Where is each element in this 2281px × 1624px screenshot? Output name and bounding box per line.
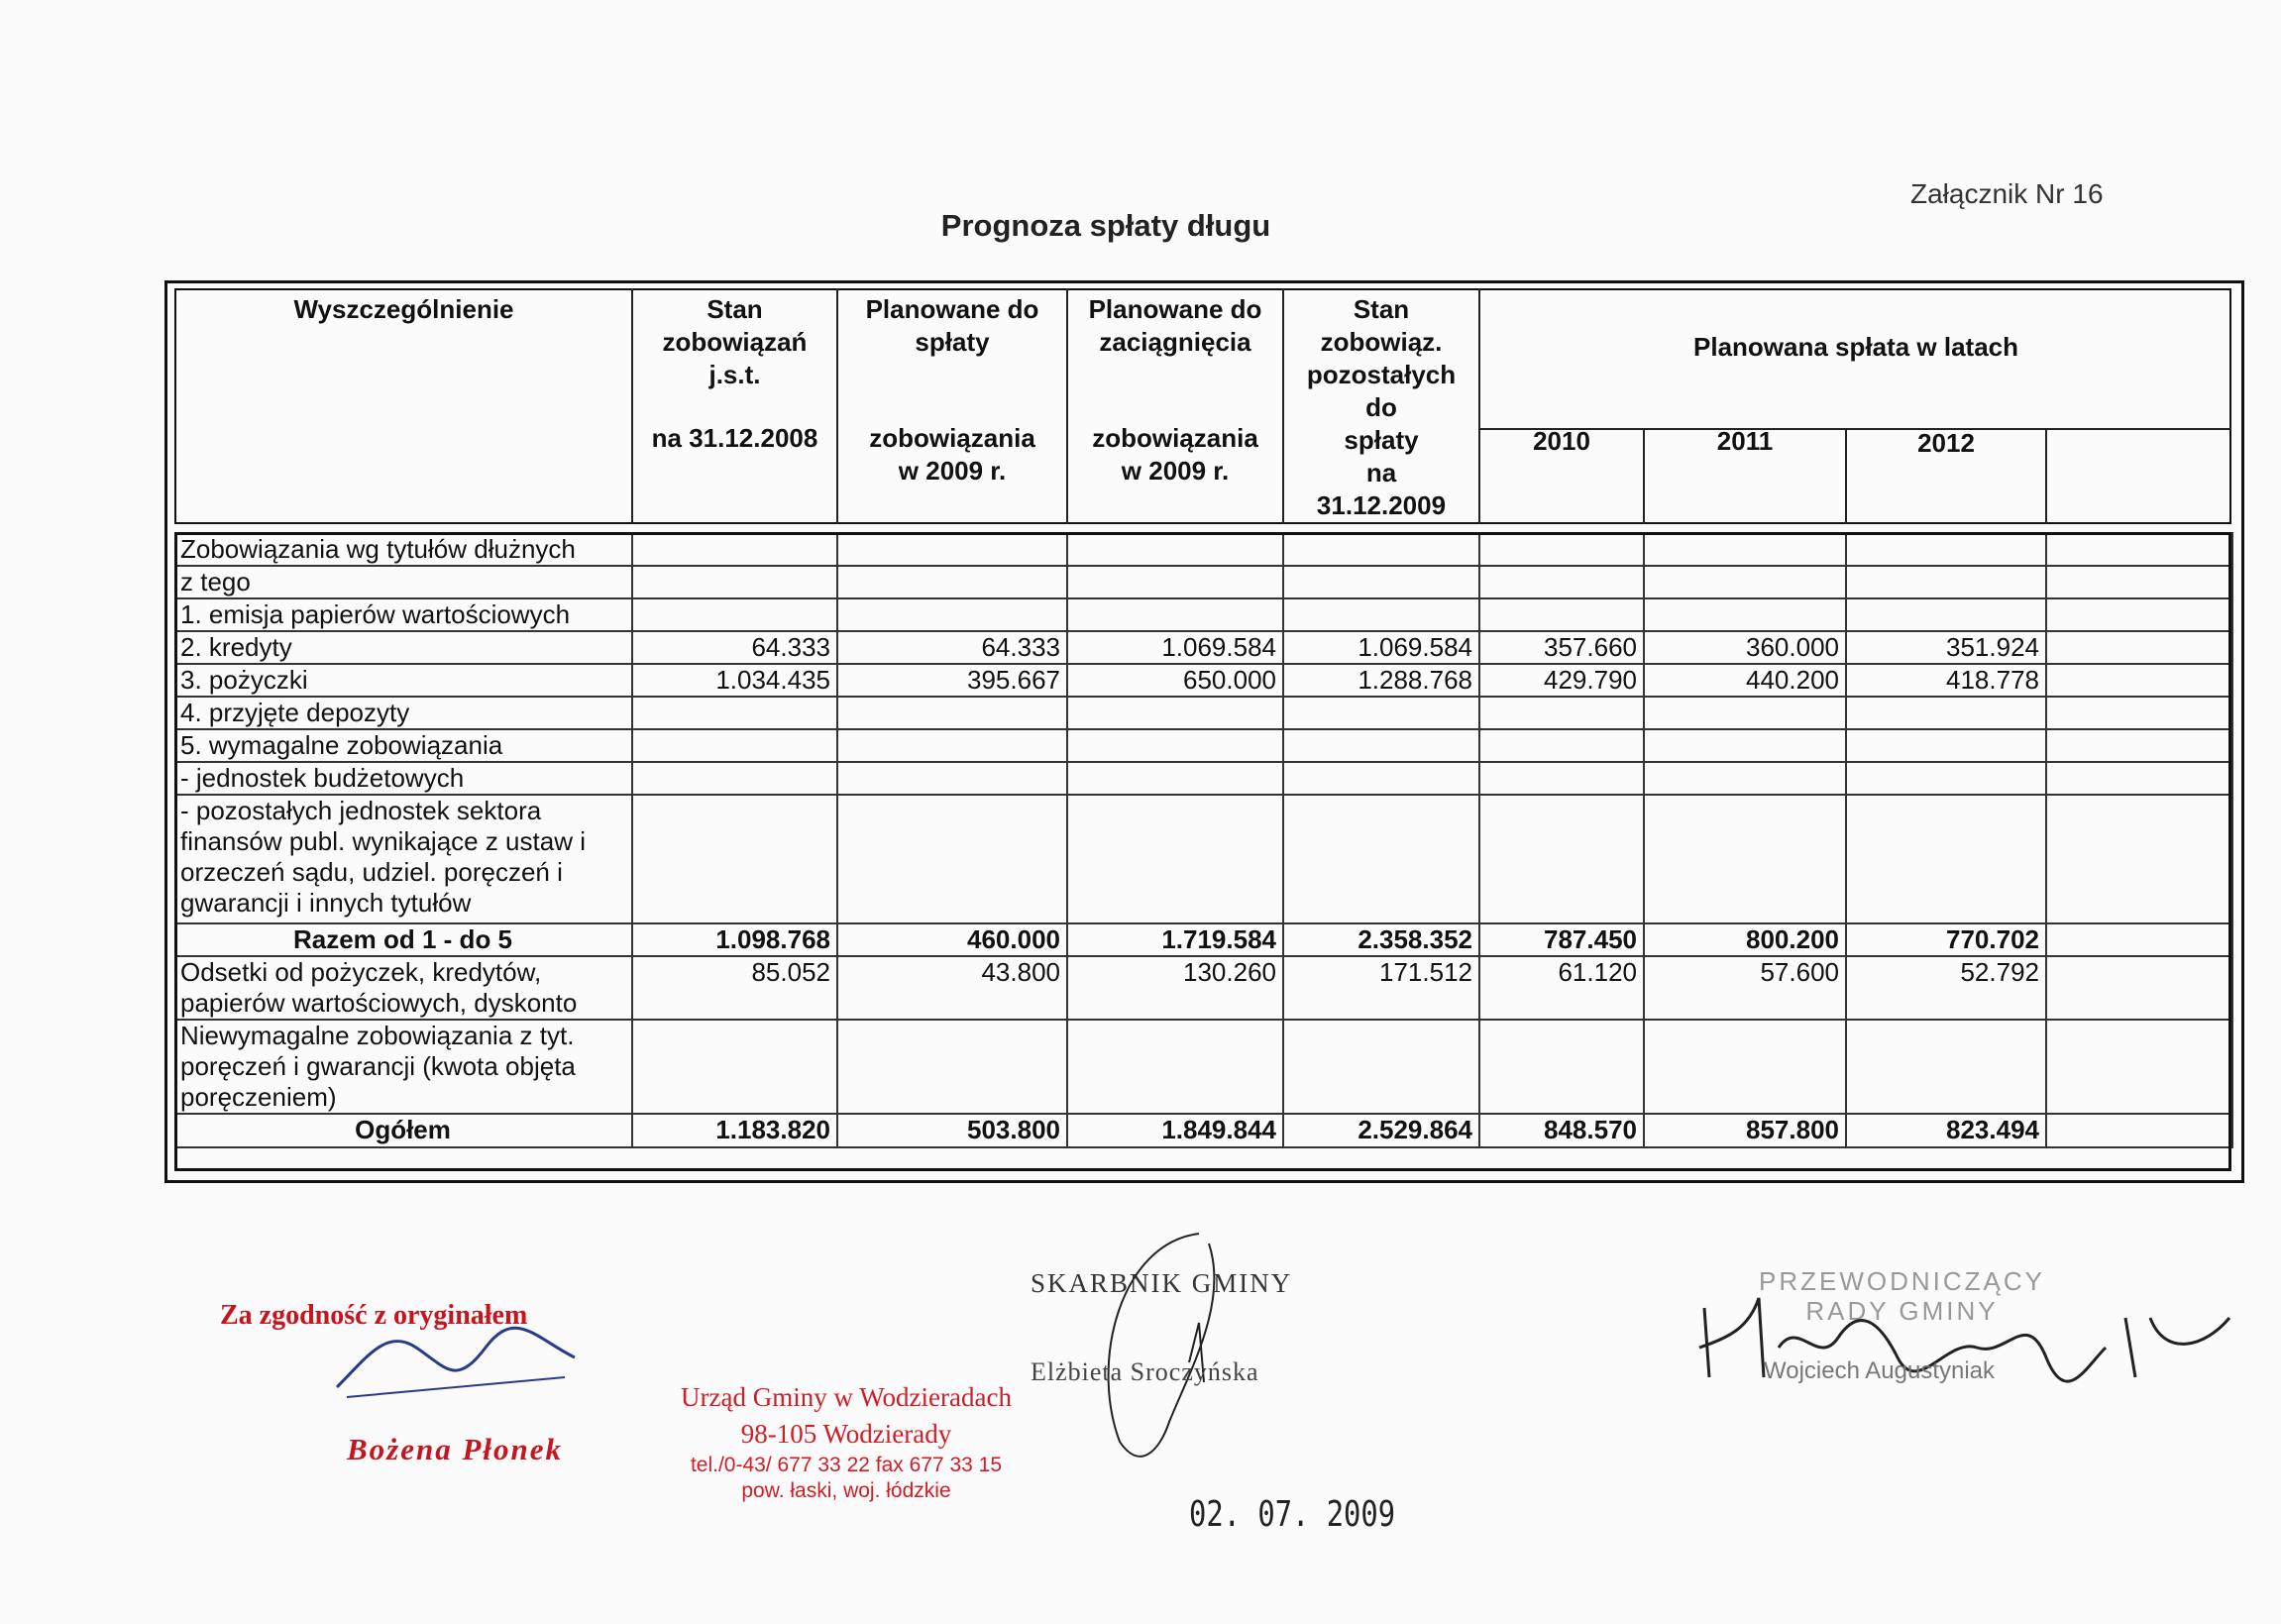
row-value: 1.069.584 xyxy=(1067,631,1283,664)
attachment-number: Załącznik Nr 16 xyxy=(1910,178,2104,209)
row-value xyxy=(837,795,1067,923)
header-plan-splaty-bottom: zobowiązania w 2009 r. xyxy=(869,423,1035,486)
row-value: 64.333 xyxy=(632,631,837,664)
header-divider xyxy=(1478,288,1480,524)
table-row xyxy=(175,956,2232,1020)
header-years-group: Planowana spłata w latach xyxy=(1693,332,2018,362)
row-value: 360.000 xyxy=(1644,631,1846,664)
row-value xyxy=(1644,729,1846,762)
row-value xyxy=(2046,762,2232,795)
row-value xyxy=(632,729,837,762)
row-label: 4. przyjęte depozyty xyxy=(175,697,632,729)
header-plan-splaty-top: Planowane do spłaty xyxy=(865,294,1039,357)
row-value xyxy=(1067,729,1283,762)
row-value xyxy=(1067,598,1283,631)
table-row xyxy=(175,697,2232,729)
row-value: 1.034.435 xyxy=(632,664,837,697)
row-value: 171.512 xyxy=(1283,956,1479,1020)
row-value xyxy=(2046,729,2232,762)
table-row xyxy=(175,631,2232,664)
row-value: 848.570 xyxy=(1479,1114,1644,1147)
row-value xyxy=(837,729,1067,762)
row-label: z tego xyxy=(175,566,632,598)
office-stamp xyxy=(658,1379,1034,1504)
header-plan-zac-bottom: zobowiązania w 2009 r. xyxy=(1092,423,1258,486)
row-value: 357.660 xyxy=(1479,631,1644,664)
row-value: 787.450 xyxy=(1479,923,1644,956)
table-row xyxy=(175,923,2232,956)
row-value xyxy=(1067,533,1283,566)
stamp-date: 02. 07. 2009 xyxy=(1189,1494,1396,1535)
chairman-name: Wojciech Augustyniak xyxy=(1764,1357,1996,1384)
row-value: 130.260 xyxy=(1067,956,1283,1020)
row-value: 1.183.820 xyxy=(632,1114,837,1147)
row-value xyxy=(837,1020,1067,1114)
row-value: 61.120 xyxy=(1479,956,1644,1020)
row-value xyxy=(632,598,837,631)
table-row xyxy=(175,795,2232,923)
row-value xyxy=(632,762,837,795)
row-value xyxy=(837,762,1067,795)
row-value xyxy=(1846,697,2046,729)
row-value: 2.529.864 xyxy=(1283,1114,1479,1147)
row-value: 460.000 xyxy=(837,923,1067,956)
office-stamp-line2: 98-105 Wodzierady xyxy=(740,1419,952,1449)
row-value xyxy=(1846,598,2046,631)
row-value: 429.790 xyxy=(1479,664,1644,697)
row-value xyxy=(1479,598,1644,631)
row-value xyxy=(2046,631,2232,664)
chairman-title-text: PRZEWODNICZĄCY RADY GMINY xyxy=(1759,1266,2045,1326)
header-stan-pozost: Stan zobowiąz. pozostałych do spłaty na 31.12.2009 xyxy=(1306,294,1457,520)
row-value xyxy=(1067,1020,1283,1114)
row-value xyxy=(1283,697,1479,729)
row-value xyxy=(1644,598,1846,631)
row-label: - jednostek budżetowych xyxy=(175,762,632,795)
row-value xyxy=(1644,795,1846,923)
row-value xyxy=(2046,598,2232,631)
document-title xyxy=(0,208,2281,244)
row-value xyxy=(1644,1020,1846,1114)
row-value: 823.494 xyxy=(1846,1114,2046,1147)
row-value: 43.800 xyxy=(837,956,1067,1020)
row-value: 1.849.844 xyxy=(1067,1114,1283,1147)
row-value xyxy=(2046,956,2232,1020)
table-row xyxy=(175,729,2232,762)
row-value xyxy=(1067,697,1283,729)
row-value xyxy=(1644,697,1846,729)
debt-table xyxy=(174,532,2233,1148)
header-stan-top: Stan zobowiązań j.s.t. xyxy=(662,294,808,389)
row-value: 857.800 xyxy=(1644,1114,1846,1147)
row-value xyxy=(632,566,837,598)
row-value: 1.719.584 xyxy=(1067,923,1283,956)
row-label: Zobowiązania wg tytułów dłużnych xyxy=(175,533,632,566)
row-value: 85.052 xyxy=(632,956,837,1020)
row-value xyxy=(1846,566,2046,598)
office-stamp-line4: pow. łaski, woj. łódzkie xyxy=(741,1479,951,1502)
row-value xyxy=(632,697,837,729)
row-value xyxy=(1067,762,1283,795)
row-value xyxy=(1479,566,1644,598)
row-value xyxy=(1283,762,1479,795)
row-value xyxy=(837,533,1067,566)
row-value: 503.800 xyxy=(837,1114,1067,1147)
office-stamp-line1: Urząd Gminy w Wodzieradach xyxy=(681,1382,1012,1412)
row-value xyxy=(632,1020,837,1114)
table-row xyxy=(175,762,2232,795)
row-value xyxy=(1479,795,1644,923)
row-value xyxy=(1644,762,1846,795)
row-label: 5. wymagalne zobowiązania xyxy=(175,729,632,762)
header-stan-bottom: na 31.12.2008 xyxy=(651,423,818,453)
row-value xyxy=(1479,729,1644,762)
row-value: 351.924 xyxy=(1846,631,2046,664)
table-row xyxy=(175,566,2232,598)
row-label: Ogółem xyxy=(175,1114,632,1147)
table-row xyxy=(175,1114,2232,1147)
row-value xyxy=(1479,1020,1644,1114)
row-value xyxy=(2046,664,2232,697)
row-value: 1.098.768 xyxy=(632,923,837,956)
row-label: 1. emisja papierów wartościowych xyxy=(175,598,632,631)
row-value xyxy=(632,533,837,566)
row-value xyxy=(632,795,837,923)
table-row xyxy=(175,1020,2232,1114)
row-value: 440.200 xyxy=(1644,664,1846,697)
row-value xyxy=(1846,762,2046,795)
row-value xyxy=(1283,1020,1479,1114)
row-value: 800.200 xyxy=(1644,923,1846,956)
row-value xyxy=(1479,762,1644,795)
treasurer-name: Elżbieta Sroczyńska xyxy=(1031,1357,1259,1386)
row-value xyxy=(1479,533,1644,566)
table-row xyxy=(175,598,2232,631)
document-title-text: Prognoza spłaty długu xyxy=(940,208,1271,243)
zgodnosc-stamp: Za zgodność z oryginałem xyxy=(220,1300,528,1331)
row-label: - pozostałych jednostek sektora finansów publ. wynikające z ustaw i orzeczeń sądu, udziel. poręczeń i gwarancji i innych tytułów xyxy=(175,795,632,923)
row-value xyxy=(1283,729,1479,762)
row-value xyxy=(2046,533,2232,566)
row-label: 2. kredyty xyxy=(175,631,632,664)
row-label: Niewymagalne zobowiązania z tyt. poręczeń i gwarancji (kwota objęta poręczeniem) xyxy=(175,1020,632,1114)
row-value xyxy=(2046,1114,2232,1147)
row-value xyxy=(1283,533,1479,566)
signature-plonek xyxy=(327,1318,585,1407)
row-value xyxy=(1283,795,1479,923)
row-value xyxy=(1067,795,1283,923)
row-value xyxy=(837,697,1067,729)
signature-chairman xyxy=(1689,1278,2244,1427)
row-value xyxy=(2046,566,2232,598)
row-value xyxy=(2046,1020,2232,1114)
row-value: 57.600 xyxy=(1644,956,1846,1020)
row-label: Razem od 1 - do 5 xyxy=(175,923,632,956)
row-value xyxy=(1479,697,1644,729)
row-value xyxy=(1846,729,2046,762)
row-value: 2.358.352 xyxy=(1283,923,1479,956)
row-value xyxy=(1846,1020,2046,1114)
row-value: 770.702 xyxy=(1846,923,2046,956)
row-value xyxy=(1283,566,1479,598)
row-value xyxy=(1644,566,1846,598)
row-value xyxy=(2046,795,2232,923)
signer-name-plonek: Bożena Płonek xyxy=(347,1432,564,1466)
row-value xyxy=(1846,533,2046,566)
treasurer-title: SKARBNIK GMINY xyxy=(1031,1268,1293,1298)
header-divider xyxy=(2045,428,2047,524)
header-year-2012: 2012 xyxy=(1917,428,1975,458)
row-value xyxy=(837,598,1067,631)
row-value: 395.667 xyxy=(837,664,1067,697)
row-label: 3. pożyczki xyxy=(175,664,632,697)
signature-treasurer xyxy=(1080,1224,1258,1471)
row-value xyxy=(1644,533,1846,566)
header-desc: Wyszczególnienie xyxy=(293,294,514,324)
row-value: 52.792 xyxy=(1846,956,2046,1020)
row-label: Odsetki od pożyczek, kredytów, papierów wartościowych, dyskonto xyxy=(175,956,632,1020)
header-year-2011: 2011 xyxy=(1716,426,1774,456)
header-year-2010: 2010 xyxy=(1533,426,1590,456)
row-value: 418.778 xyxy=(1846,664,2046,697)
table-row xyxy=(175,664,2232,697)
table-row xyxy=(175,533,2232,566)
row-value: 650.000 xyxy=(1067,664,1283,697)
row-value xyxy=(1283,598,1479,631)
row-value: 1.069.584 xyxy=(1283,631,1479,664)
row-value: 64.333 xyxy=(837,631,1067,664)
row-value: 1.288.768 xyxy=(1283,664,1479,697)
office-stamp-line3: tel./0-43/ 677 33 22 fax 677 33 15 xyxy=(690,1454,1003,1476)
row-value xyxy=(1846,795,2046,923)
row-value xyxy=(2046,697,2232,729)
header-plan-zac-top: Planowane do zaciągnięcia xyxy=(1088,294,1262,357)
row-value xyxy=(1067,566,1283,598)
row-value xyxy=(837,566,1067,598)
row-value xyxy=(2046,923,2232,956)
